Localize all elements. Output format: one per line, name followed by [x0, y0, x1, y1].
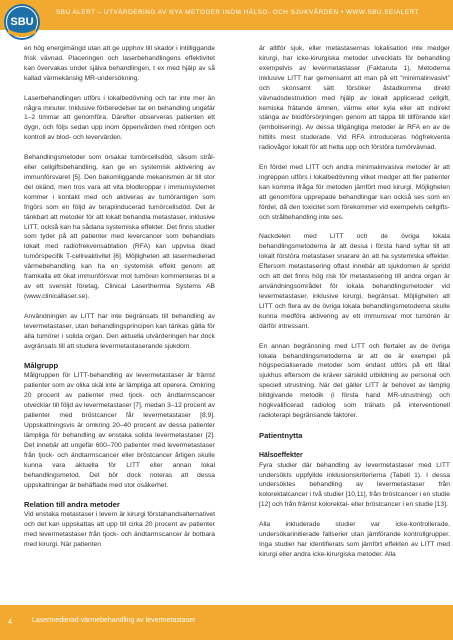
right-column: [259, 44, 450, 560]
paragraph: en hög energimängd utan att ge upphov till skador i intilliggande frisk vävnad. Placeringen och laserbehandlingens effektivitet kan övervakas under själva behandlingen, t ex med hjälp av så kallad värmekänslig MR-undersökning.: [24, 45, 215, 82]
paragraph: Fyra studier där behandling av levermetastaser med LITT undersökts uppfyllde inklusionskriterierna (Tabell 1). I dessa undersöktes behandling av levermetastaser från kolorektalcancer i två studier [10,11], från bröstcancer i en studie [12] och från främst kolorektal- eller bröstcancer i en studie [13].: [259, 461, 450, 509]
footer-title: Lasermedierad värmebehandling av levermetastaser: [32, 617, 196, 624]
paragraph: Användningen av LITT har inte begränsats till behandling av levermetastaser, utan behandlingsprincipen kan tänkas gälla för alla tumörer i solida organ. Den aktuella utvärderingen har dock avgränsats till att studera levermetastaserande sjukdom.: [24, 312, 215, 350]
paragraph: Behandlingsmetoder som orsakar tumörcellsdöd, såsom strål- eller cellgiftsbehandling, kan ge en systemisk aktivering av immunförsvaret [5]. Den bakomliggande mekanismen är till stor del okänd, men tros vara att vita blodkroppar i immunsystemet kommer i kontakt med och aktiveras av tumörantigen som frigörs som en följd av terapiinducerad tumörcellsdöd. Det är tänkbart att metoder för att lokalt behandla metastaser, inklusive LITT, också kan ha sådana systemiska effekter. Det finns studier som tyder på att patienter med levercancer som behandlats lokalt med radiofrekvensablation (RFA) kan uppvisa ökad tumörspecifik T-cellreaktivitet [6]. Möjligheten att lasermedierad värmebehandling kan ha en systemisk effekt genom att framkalla ett ökat immunförsvar mot tumören kommenteras bl a av ett svenskt företag, Clinical Laserthermia Systems AB (www.clinicallaser.se).: [24, 154, 215, 301]
paragraph: En annan begränsning med LITT och flertalet av de övriga lokala behandlingsmetoderna är att de är exempel på högspecialiserade metoder som endast utförs på ett fåtal sjukhus eftersom de kräver särskild utbildning av personal och speciell utrustning. När det gäller LITT är behovet av lämplig bildgivande metodik (i första hand MR-utrustning) och högkvalificerad radiolog som tränats på interventionell radioterapi begränsande faktorer.: [259, 342, 450, 420]
paragraph: En fördel med LITT och andra minimalinvasiva metoder är att ingreppen utförs i lokalbedövning vilket medger att fler patienter kan komma ifråga för metoden jämfört med kirurgi. Möjligheten att genomföra upprepade behandlingar kan också ses som en fördel, då den toxicitet som förekommer vid exempelvis cellgifts- och strålbehandling inte ses.: [259, 164, 450, 221]
left-column: [24, 44, 215, 550]
subsection-heading-halsoeffekter: Hälsoeffekter: [259, 451, 303, 459]
page-number: 4: [8, 617, 12, 626]
paragraph: är alltför sjuk, eller metastasernas lokalisation inte medger kirurgi, har icke-kirurgiska metoder utvecklats för behandling exempelvis av levermetastaser (Faktaruta 1). Metoderna inklusive LITT har gemensamt att man på ett ”minimalinvasivt” och skonsamt sätt försöker åstadkomma direkt vävnadsdestruktion med hjälp av lokalt applicerad cellgift, kemiska frätande ämnen, värme eller kyla eller att indirekt stänga av blodförsörjningen genom att täppa till tillförande kärl (embolisering). Av dessa tillgängliga metoder är RFA en av de hittills mest studerade. Vid RFA introduceras högfrekventa radiovågor lokalt för att hetta upp och förstöra tumörvävnad.: [259, 45, 450, 152]
section-heading-relation: Relation till andra metoder: [24, 500, 120, 510]
section-heading-patientnytta: Patientnytta: [259, 430, 303, 440]
paragraph: Alla inkluderade studier var icke-kontrollerade, undersökarinitierade fallserier utan jämförande kontrollgrupper. Inga studier har identifierats som jämfört effekten av LITT med kirurgi eller andra icke-kirurgiska metoder. Alla: [259, 521, 450, 558]
sbu-logo: [2, 2, 42, 42]
paragraph: Nackdelen med LITT och de övriga lokala behandlingsmetoderna är att dessa i första hand syftar till att lokalt förstöra metastaser snarare än att ha systemiska effekter. Eftersom metastasering oftast innebär att sjukdomen är spridd och att det finns hög risk för metastasering till andra organ är användningsområdet för lokala behandlingsmetoder vid levermetastaser, inklusive kirurgi, begränsat. Möjligheten att LITT och flera av de övriga lokala behandlingsmetoderna skulle kunna medföra aktivering av ett immunsvar mot tumören är därför intressant.: [259, 233, 450, 330]
logo-text: SBU: [10, 16, 34, 28]
paragraph: Laserbehandlingen utförs i lokalbedövning och tar inte mer än några minuter. Inklusive förberedelser tar en behandling ungefär 1–2 timmar att genomföra. Därefter observeras patienten ett dygn, och följs sedan upp inom öppenvården med röntgen och kontroll av blod- och levervärden.: [24, 94, 215, 142]
page-header: [0, 0, 453, 30]
paragraph: Vid enstaka metastaser i levern är kirurgi förstahandsalternativet och det kan uppskattas att upp till cirka 20 procent av patienter med levermetastaser från tjock- och ändtarmscancer är botbara med kirurgi. När patienten: [24, 511, 215, 549]
paragraph: Målgruppen för LITT-behandling av levermetastaser är främst patienter som av olika skäl inte är lämpliga att operera. Omkring 20 procent av patienter med tjock- och ändtarmscancer utvecklar till följd av levermetastaser [7], medan 3–12 procent av patienter med bröstcancer får levermetastaser [8,9]. Uppskattningsvis är omkring 20–40 procent av dessa patienter lämpliga för behandling av enstaka solida levermetastaser [2]. Det innebär att ungefär 600–700 patienter med levermetastaser från tjock- och ändtarmscancer eller bröstcancer årligen skulle kunna vara aktuella för LITT eller annan lokal behandlingsmetod. Det bör dock noteras att dessa uppskattningar är behäftade med stor osäkerhet.: [24, 372, 215, 489]
section-heading-malgrupp: Målgrupp: [24, 361, 59, 371]
header-title: SBU ALERT – UTVÄRDERING AV NYA METODER INOM HÄLSO- OCH SJUKVÅRDEN • WWW.SBU.SE/ALERT: [56, 9, 419, 16]
